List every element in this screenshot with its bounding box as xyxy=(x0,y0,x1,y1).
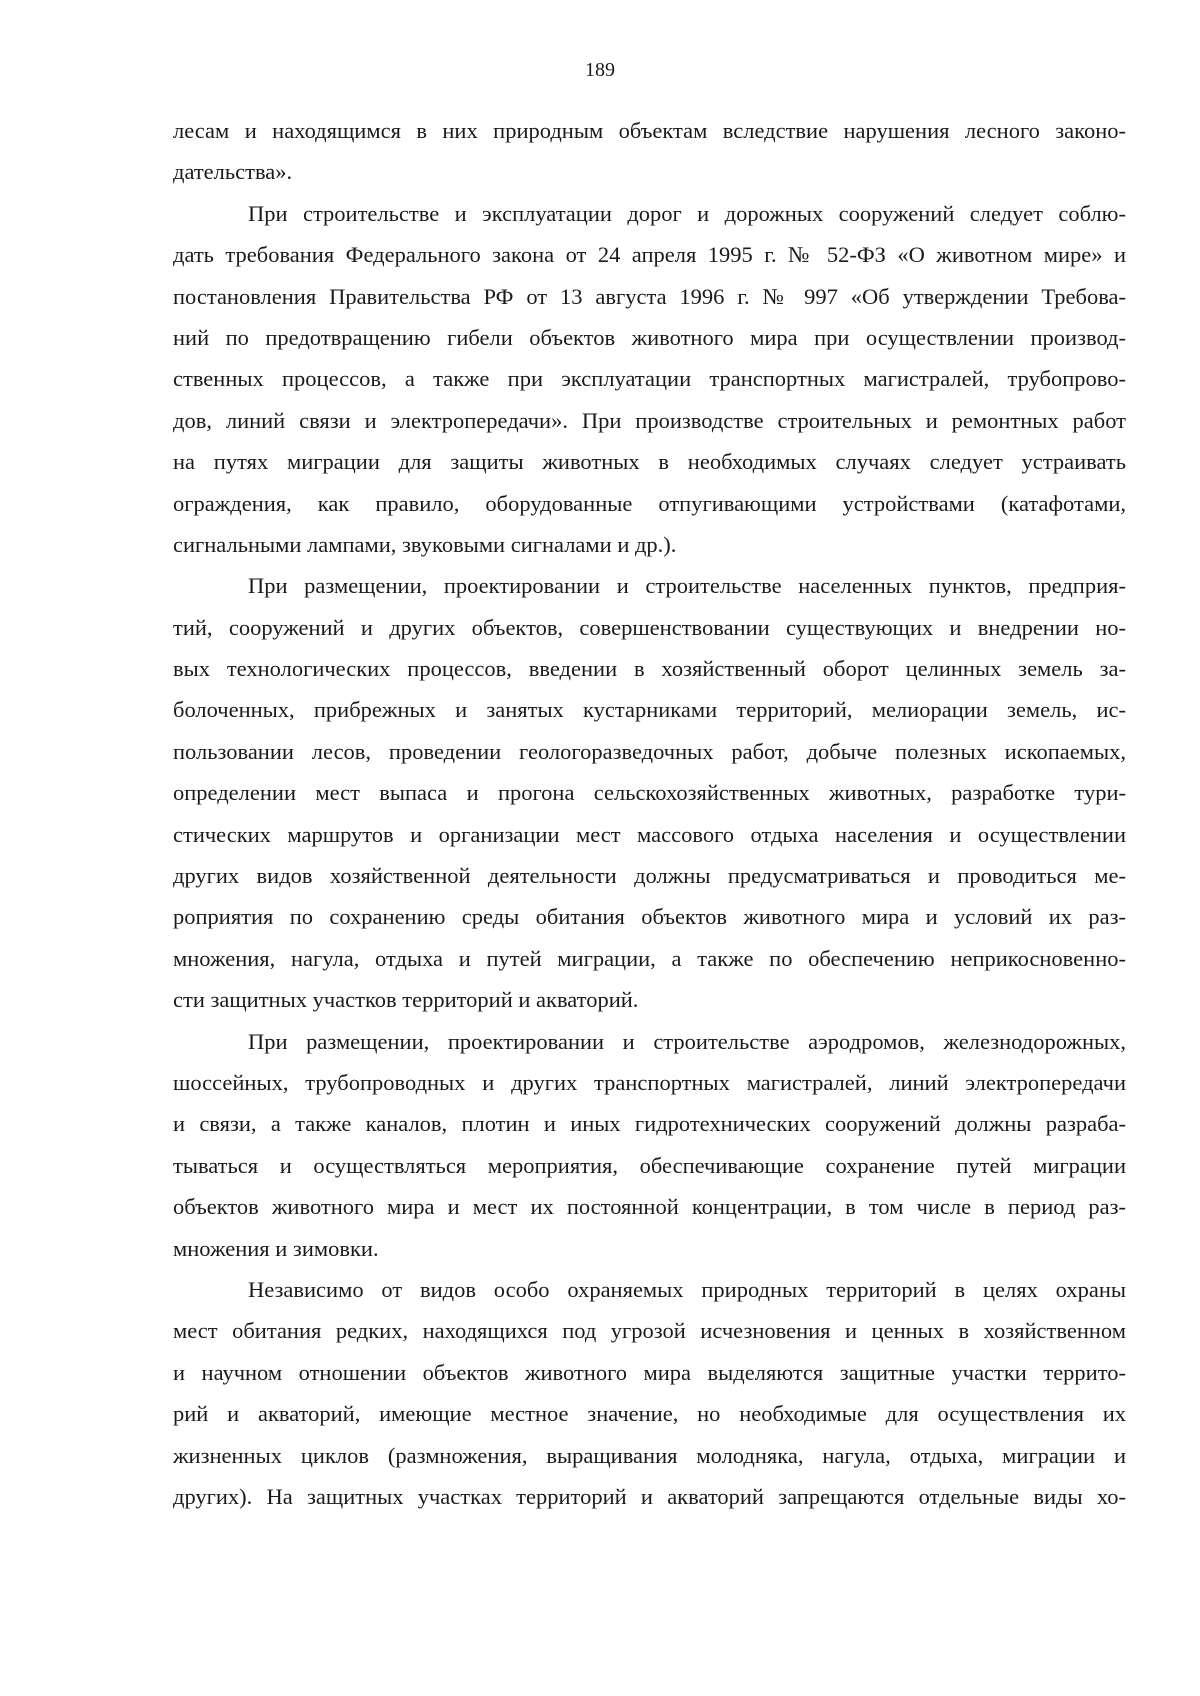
page-number: 189 xyxy=(585,59,615,81)
text-line: пользовании лесов, проведении геологоразведочных работ, добыче полезных ископаемых, xyxy=(173,738,1126,764)
text-line: тываться и осуществляться мероприятия, обеспечивающие сохранение путей миграции xyxy=(173,1152,1126,1178)
text-line: и научном отношении объектов животного мира выделяются защитные участки террито- xyxy=(173,1359,1126,1385)
text-line: тий, сооружений и других объектов, совершенствовании существующих и внедрении но- xyxy=(173,614,1126,640)
text-line: болоченных, прибрежных и занятых кустарниками территорий, мелиорации земель, ис- xyxy=(173,697,1126,723)
text-line: ственных процессов, а также при эксплуатации транспортных магистралей, трубопрово- xyxy=(173,366,1126,392)
text-line: дательства». xyxy=(173,159,293,185)
text-line: постановления Правительства РФ от 13 августа 1996 г. № 997 «Об утверждении Требова- xyxy=(173,283,1126,309)
document-body xyxy=(173,110,1126,1517)
text-line: объектов животного мира и мест их постоянной концентрации, в том числе в период раз- xyxy=(173,1194,1126,1220)
text-line: ограждения, как правило, оборудованные отпугивающими устройствами (катафотами, xyxy=(173,490,1126,516)
text-line: мест обитания редких, находящихся под угрозой исчезновения и ценных в хозяйственном xyxy=(173,1318,1126,1344)
text-line: При размещении, проектировании и строительстве аэродромов, железнодорожных, xyxy=(248,1028,1126,1054)
text-line: других). На защитных участках территорий и акваторий запрещаются отдельные виды хо- xyxy=(173,1483,1126,1509)
text-line: При размещении, проектировании и строительстве населенных пунктов, предприя- xyxy=(248,573,1126,599)
text-line: шоссейных, трубопроводных и других транспортных магистралей, линий электропередачи xyxy=(173,1069,1126,1095)
text-line: рий и акваторий, имеющие местное значение, но необходимые для осуществления их xyxy=(173,1401,1126,1427)
text-line: на путях миграции для защиты животных в необходимых случаях следует устраивать xyxy=(173,449,1126,475)
text-line: множения и зимовки. xyxy=(173,1235,379,1261)
text-line: стических маршрутов и организации мест массового отдыха населения и осуществлении xyxy=(173,821,1126,847)
text-line: Независимо от видов особо охраняемых природных территорий в целях охраны xyxy=(248,1276,1126,1302)
text-line: роприятия по сохранению среды обитания объектов животного мира и условий их раз- xyxy=(173,904,1126,930)
text-line: множения, нагула, отдыха и путей миграции, а также по обеспечению неприкосновенно- xyxy=(173,945,1126,971)
text-line: сти защитных участков территорий и акваторий. xyxy=(173,987,639,1013)
text-line: ний по предотвращению гибели объектов животного мира при осуществлении производ- xyxy=(173,324,1126,350)
text-line: дать требования Федерального закона от 24 апреля 1995 г. № 52-ФЗ «О животном мире» и xyxy=(173,242,1126,268)
text-line: дов, линий связи и электропередачи». При производстве строительных и ремонтных работ xyxy=(173,407,1126,433)
text-line: лесам и находящимся в них природным объектам вследствие нарушения лесного законо- xyxy=(173,118,1126,143)
text-line: вых технологических процессов, введении в хозяйственный оборот целинных земель за- xyxy=(173,656,1126,682)
text-line: При строительстве и эксплуатации дорог и дорожных сооружений следует соблю- xyxy=(248,200,1126,226)
text-line: других видов хозяйственной деятельности должны предусматриваться и проводиться ме- xyxy=(173,863,1126,889)
text-line: определении мест выпаса и прогона сельскохозяйственных животных, разработке тури- xyxy=(173,780,1126,806)
text-line: жизненных циклов (размножения, выращивания молодняка, нагула, отдыха, миграции и xyxy=(173,1442,1126,1468)
text-line: сигнальными лампами, звуковыми сигналами и др.). xyxy=(173,531,677,557)
text-line: и связи, а также каналов, плотин и иных гидротехнических сооружений должны разраба- xyxy=(173,1111,1126,1137)
